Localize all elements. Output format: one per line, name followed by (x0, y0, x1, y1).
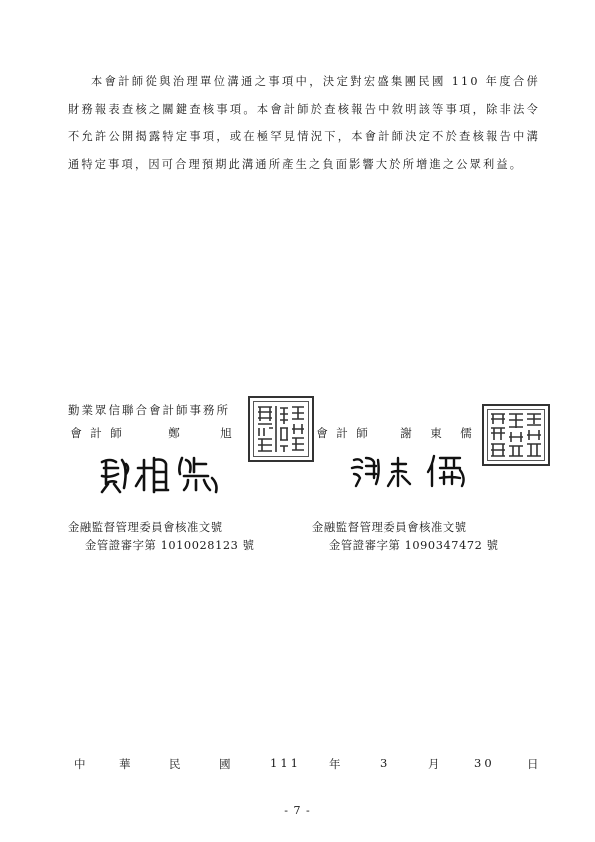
accountant-1-registration (68, 519, 255, 555)
page-number: - 7 - (284, 804, 311, 817)
reg-authority: 金融監督管理委員會核准文號 (68, 521, 223, 534)
date-part: 月 (428, 757, 440, 771)
cpa-name-char: 旭 (220, 426, 232, 440)
date-part: 民 (169, 757, 181, 771)
seal-pattern (250, 398, 312, 460)
cpa-title-char: 會 (316, 426, 328, 440)
accountant-1-seal (248, 396, 314, 462)
kam-paragraph: 本會計師從與治理單位溝通之事項中，決定對宏盛集團民國 110 年度合併財務報表查核之關鍵查核事項。本會計師於查核報告中敘明該等事項，除非法令不允許公開揭露特定事項，或在極罕見情況下，本會計師決定不於查核報告中溝通特定事項，因可合理預期此溝通所產生之負面影響大於所增進之公眾利益。 (68, 75, 540, 171)
date-part: 中 (74, 757, 86, 771)
cpa-name-char: 謝 (400, 426, 412, 440)
cpa-title-char: 師 (356, 426, 368, 440)
date-part: 3 (380, 756, 388, 770)
cpa-title-char: 計 (336, 426, 348, 440)
cpa-name-char: 儒 (460, 426, 472, 440)
date-part: 30 (474, 756, 495, 770)
cpa-title-char: 會 (70, 426, 82, 440)
firm-name: 勤業眾信聯合會計師事務所 (68, 403, 230, 417)
cpa-title-char: 師 (110, 426, 122, 440)
accountant-2-seal (482, 404, 550, 466)
date-part: 國 (219, 757, 231, 771)
accountant-2-signature (348, 450, 478, 490)
reg-number: 金管證審字第 1010028123 號 (85, 539, 255, 552)
report-date (0, 756, 595, 776)
date-part: 111 (270, 756, 301, 770)
date-part: 年 (329, 757, 341, 771)
accountant-1-signature (96, 450, 236, 498)
reg-number: 金管證審字第 1090347472 號 (329, 539, 499, 552)
seal-pattern (484, 406, 548, 464)
accountant-2-registration (312, 519, 499, 555)
reg-authority: 金融監督管理委員會核准文號 (312, 521, 467, 534)
cpa-name-char: 東 (430, 426, 442, 440)
date-part: 日 (527, 757, 539, 771)
cpa-name-char: 鄭 (168, 426, 180, 440)
date-part: 華 (119, 757, 131, 771)
accountant-2-line (312, 425, 476, 441)
cpa-title-char: 計 (90, 426, 102, 440)
